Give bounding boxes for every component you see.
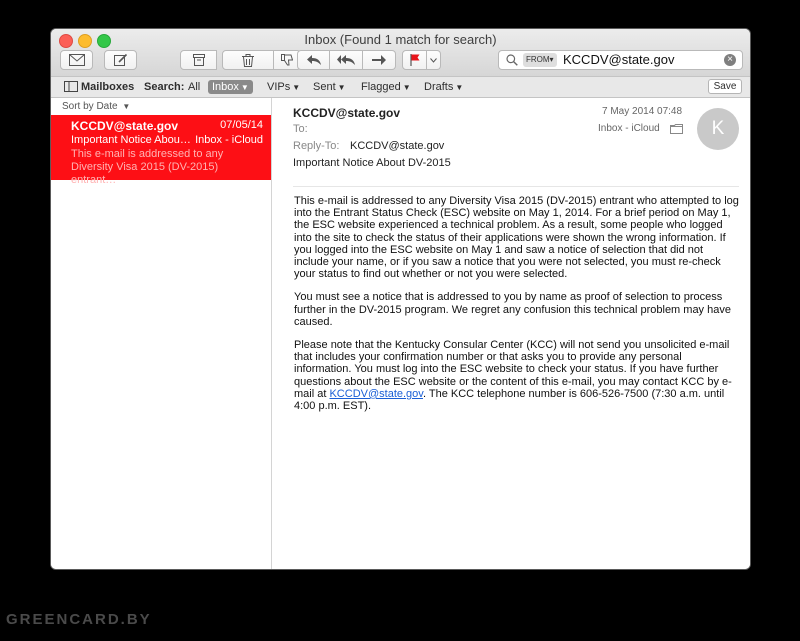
search-icon: [506, 54, 518, 66]
chevron-down-icon: [430, 58, 437, 63]
sidebar-icon[interactable]: [64, 81, 78, 92]
forward-icon: [372, 55, 386, 65]
flag-button[interactable]: [402, 50, 427, 70]
chevron-down-icon: ▼: [240, 83, 249, 92]
window-title: Inbox (Found 1 match for search): [304, 32, 497, 47]
message-body: [294, 195, 740, 423]
scope-sent[interactable]: [313, 81, 346, 93]
watermark: GREENCARD.BY: [6, 611, 152, 628]
scope-flagged-label: Flagged: [361, 81, 401, 93]
archive-delete-junk-group: [180, 50, 301, 70]
forward-button[interactable]: [363, 50, 396, 70]
envelope-icon: [69, 54, 85, 66]
flag-group: [402, 50, 441, 70]
body-paragraph: [294, 339, 740, 412]
message-subject: Important Notice About DV-2015: [293, 157, 451, 169]
search-input-value[interactable]: KCCDV@state.gov: [563, 52, 675, 67]
header-divider: [293, 186, 739, 187]
search-token-from[interactable]: FROM▾: [523, 53, 557, 67]
delete-button[interactable]: [222, 50, 274, 70]
list-item-preview: This e-mail is addressed to any Diversity Visa 2015 (DV-2015) entrant…: [71, 148, 224, 186]
list-item[interactable]: [51, 115, 271, 186]
chevron-down-icon: ▼: [122, 102, 131, 111]
scope-inbox[interactable]: [208, 80, 253, 94]
body-text: . The KCC telephone number is 606-526-7500 (7:30 a.m. until 4:00 p.m. EST).: [294, 387, 725, 413]
to-label: To:: [293, 123, 308, 135]
email-link[interactable]: KCCDV@state.gov: [329, 387, 423, 400]
list-item-sender: KCCDV@state.gov: [71, 119, 179, 133]
reply-to-address[interactable]: KCCDV@state.gov: [350, 140, 445, 152]
scope-vips[interactable]: [267, 81, 300, 93]
chevron-down-icon: ▼: [337, 83, 346, 92]
get-mail-button[interactable]: [60, 50, 93, 70]
body-paragraph: This e-mail is addressed to any Diversity Visa 2015 (DV-2015) entrant who attempted to log into the Entrant Status Check (ESC) website on May 1, 2014. For a brief period on May 1, the ESC website experienced a technical problem. As a result, some people who logged into the site to check the status of their applications were shown the wrong information. If you logged into the ESC website on May 1 and saw a notice of selection that did not include your name, or if you saw a notice that you were not selected, you must re-check your status to find out whether or not you were selected.: [294, 195, 739, 281]
save-search-button[interactable]: Save: [708, 79, 742, 94]
chevron-down-icon: ▼: [455, 83, 464, 92]
body-text: Please note that the Kentucky Consular Center (KCC) will not send you unsolicited e-mail that includes your confirmation number or that asks you to provide any personal information. You must log into the ESC website to check your status. If you have further questions about the ESC website or the content of this e-mail, you may contact KCC by e-mail at: [294, 339, 732, 400]
mailboxes-button[interactable]: Mailboxes: [81, 81, 135, 93]
search-scope-label: Search:: [144, 81, 185, 93]
reply-forward-group: [297, 50, 396, 70]
chevron-down-icon: ▼: [292, 83, 301, 92]
archive-icon: [193, 54, 205, 66]
flag-menu-button[interactable]: [427, 50, 441, 70]
sort-label: Sort by Date: [62, 101, 118, 112]
list-item-mailbox: Inbox - iCloud: [195, 134, 263, 146]
scope-all[interactable]: All: [188, 81, 201, 93]
reply-all-icon: [337, 55, 355, 65]
folder-icon: [670, 124, 683, 134]
trash-icon: [242, 54, 254, 67]
chevron-down-icon: ▼: [402, 83, 411, 92]
scope-sent-label: Sent: [313, 81, 336, 93]
sort-menu[interactable]: [62, 101, 130, 112]
compose-icon: [114, 53, 128, 67]
body-paragraph: You must see a notice that is addressed to you by name as proof of selection to process further in the DV-2015 program. We regret any confusion this technical problem may have caused.: [294, 291, 731, 328]
scope-inbox-label: Inbox: [212, 81, 239, 93]
red-flag-icon: [410, 54, 420, 66]
reply-to-label: Reply-To:: [293, 140, 340, 152]
toolbar: [51, 29, 750, 76]
compose-button[interactable]: [104, 50, 137, 70]
message-mailbox: Inbox - iCloud: [598, 123, 660, 134]
reply-button[interactable]: [297, 50, 330, 70]
list-item-subject: Important Notice Abou…: [71, 134, 191, 146]
avatar: K: [697, 108, 739, 150]
message-sender[interactable]: KCCDV@state.gov: [293, 106, 401, 120]
scope-flagged[interactable]: [361, 81, 411, 93]
search-scope-bar: [51, 76, 750, 98]
reply-icon: [307, 55, 321, 65]
list-item-date: 07/05/14: [220, 119, 263, 131]
clear-search-icon[interactable]: ×: [724, 54, 736, 66]
scope-drafts-label: Drafts: [424, 81, 454, 93]
reply-all-button[interactable]: [330, 50, 363, 70]
thumbs-down-icon: [281, 54, 293, 66]
mail-window: [51, 29, 750, 569]
search-field[interactable]: [498, 50, 743, 70]
message-viewer: [272, 98, 750, 569]
archive-button[interactable]: [180, 50, 217, 70]
scope-vips-label: VIPs: [267, 81, 291, 93]
scope-drafts[interactable]: [424, 81, 463, 93]
message-date: 7 May 2014 07:48: [602, 106, 683, 117]
message-list: [51, 98, 272, 569]
